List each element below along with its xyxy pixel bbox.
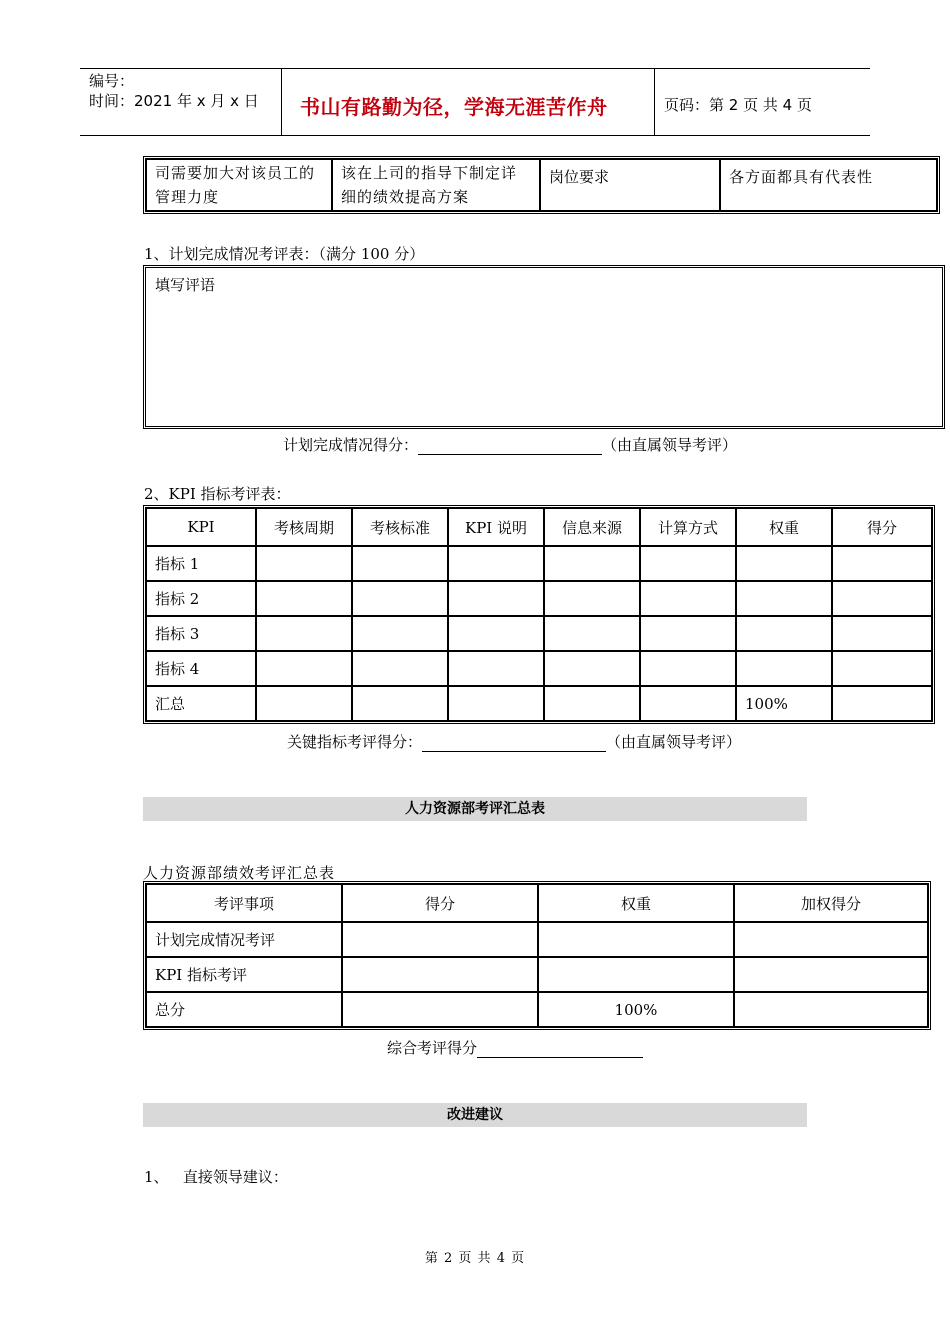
table-cell: 计划完成情况考评 [146,922,342,957]
table-cell[interactable] [448,616,544,651]
column-header: 得分 [342,884,538,922]
table-row [146,546,932,581]
header-bottom-rule [80,135,870,136]
column-header: KPI [146,508,256,546]
kpi-table [143,505,935,724]
table-cell[interactable] [538,922,734,957]
table-row [146,957,928,992]
hr-section-bar: 人力资源部考评汇总表 [143,797,807,821]
table-row [146,159,937,211]
table-cell[interactable] [352,616,448,651]
table-cell[interactable] [352,651,448,686]
table-cell[interactable] [734,992,928,1027]
table-cell: 汇总 [146,686,256,721]
hr-total-label: 综合考评得分 [387,1039,478,1057]
header-divider-1 [281,68,282,136]
table-cell: KPI 指标考评 [146,957,342,992]
table-cell[interactable] [448,651,544,686]
table-cell[interactable] [832,686,932,721]
kpi-score-line [287,731,741,752]
table-cell[interactable] [342,992,538,1027]
table-cell[interactable] [448,686,544,721]
table-header-row [146,508,932,546]
table-cell: 总分 [146,992,342,1027]
plan-comment-box[interactable] [143,265,945,429]
plan-score-blank[interactable] [418,438,602,455]
table-cell: 该在上司的指导下制定详细的绩效提高方案 [332,159,540,211]
hr-summary-table [143,881,931,1030]
table-cell[interactable] [448,581,544,616]
table-cell: 司需要加大对该员工的管理力度 [146,159,332,211]
table-cell[interactable] [256,686,352,721]
table-cell: 指标 1 [146,546,256,581]
table-cell[interactable] [544,616,640,651]
table-cell[interactable] [640,546,736,581]
table-cell[interactable] [538,957,734,992]
column-header: 加权得分 [734,884,928,922]
table-cell[interactable] [352,581,448,616]
table-cell: 各方面都具有代表性 [720,159,937,211]
kpi-score-note: （由直属领导考评） [606,733,742,751]
table-row [146,922,928,957]
table-cell[interactable] [544,581,640,616]
plan-section-title: 1、计划完成情况考评表：（满分 100 分） [144,245,425,263]
table-cell: 岗位要求 [540,159,720,211]
table-cell[interactable] [736,581,832,616]
hr-total-blank[interactable] [477,1041,643,1058]
table-cell[interactable] [640,581,736,616]
table-cell: 100% [538,992,734,1027]
improve-item-1: 1、 直接领导建议： [144,1168,288,1186]
table-cell[interactable] [736,616,832,651]
table-cell[interactable] [352,686,448,721]
table-cell[interactable] [342,922,538,957]
column-header: 考评事项 [146,884,342,922]
page-footer: 第 2 页 共 4 页 [424,1251,526,1266]
table-cell[interactable] [640,686,736,721]
table-cell: 指标 2 [146,581,256,616]
table-cell[interactable] [544,686,640,721]
improve-section-bar: 改进建议 [143,1103,807,1127]
header-divider-2 [654,68,655,136]
column-header: 得分 [832,508,932,546]
column-header: 计算方式 [640,508,736,546]
table-cell: 指标 3 [146,616,256,651]
table-row [146,581,932,616]
table-cell[interactable] [832,546,932,581]
table-cell[interactable] [640,616,736,651]
column-header: 考核周期 [256,508,352,546]
column-header: KPI 说明 [448,508,544,546]
table-cell[interactable] [640,651,736,686]
table-cell[interactable] [832,616,932,651]
header-top-rule [80,68,870,69]
header-number-label: 编号： [89,72,135,90]
table-cell[interactable] [832,651,932,686]
header-time-label: 时间：2021 年 x 月 x 日 [89,92,259,110]
table-cell: 100% [736,686,832,721]
column-header: 权重 [736,508,832,546]
table-cell[interactable] [544,651,640,686]
plan-comment-label: 填写评语 [155,276,216,294]
table-cell[interactable] [342,957,538,992]
table-row [146,992,928,1027]
table-cell[interactable] [448,546,544,581]
table-cell[interactable] [734,922,928,957]
table-row [146,686,932,721]
table-row [146,651,932,686]
table-cell[interactable] [544,546,640,581]
plan-score-note: （由直属领导考评） [602,436,738,454]
kpi-score-blank[interactable] [422,735,606,752]
table-cell[interactable] [256,616,352,651]
table-cell[interactable] [734,957,928,992]
kpi-section-title: 2、KPI 指标考评表： [144,485,291,503]
table-cell[interactable] [256,546,352,581]
header-motto: 书山有路勤为径，学海无涯苦作舟 [300,95,608,119]
hr-table-caption: 人力资源部绩效考评汇总表 [143,864,336,882]
table-cell[interactable] [352,546,448,581]
column-header: 权重 [538,884,734,922]
table-cell[interactable] [256,581,352,616]
table-cell[interactable] [736,651,832,686]
table-cell[interactable] [256,651,352,686]
kpi-score-label: 关键指标考评得分： [287,733,423,751]
table-header-row [146,884,928,922]
table-cell: 指标 4 [146,651,256,686]
table-row [146,616,932,651]
plan-score-line [283,434,737,455]
plan-score-label: 计划完成情况得分： [283,436,419,454]
hr-total-line [387,1037,643,1058]
continuation-table [143,156,940,214]
header-page-label: 页码：第 2 页 共 4 页 [664,96,812,114]
column-header: 考核标准 [352,508,448,546]
column-header: 信息来源 [544,508,640,546]
table-cell[interactable] [832,581,932,616]
table-cell[interactable] [736,546,832,581]
